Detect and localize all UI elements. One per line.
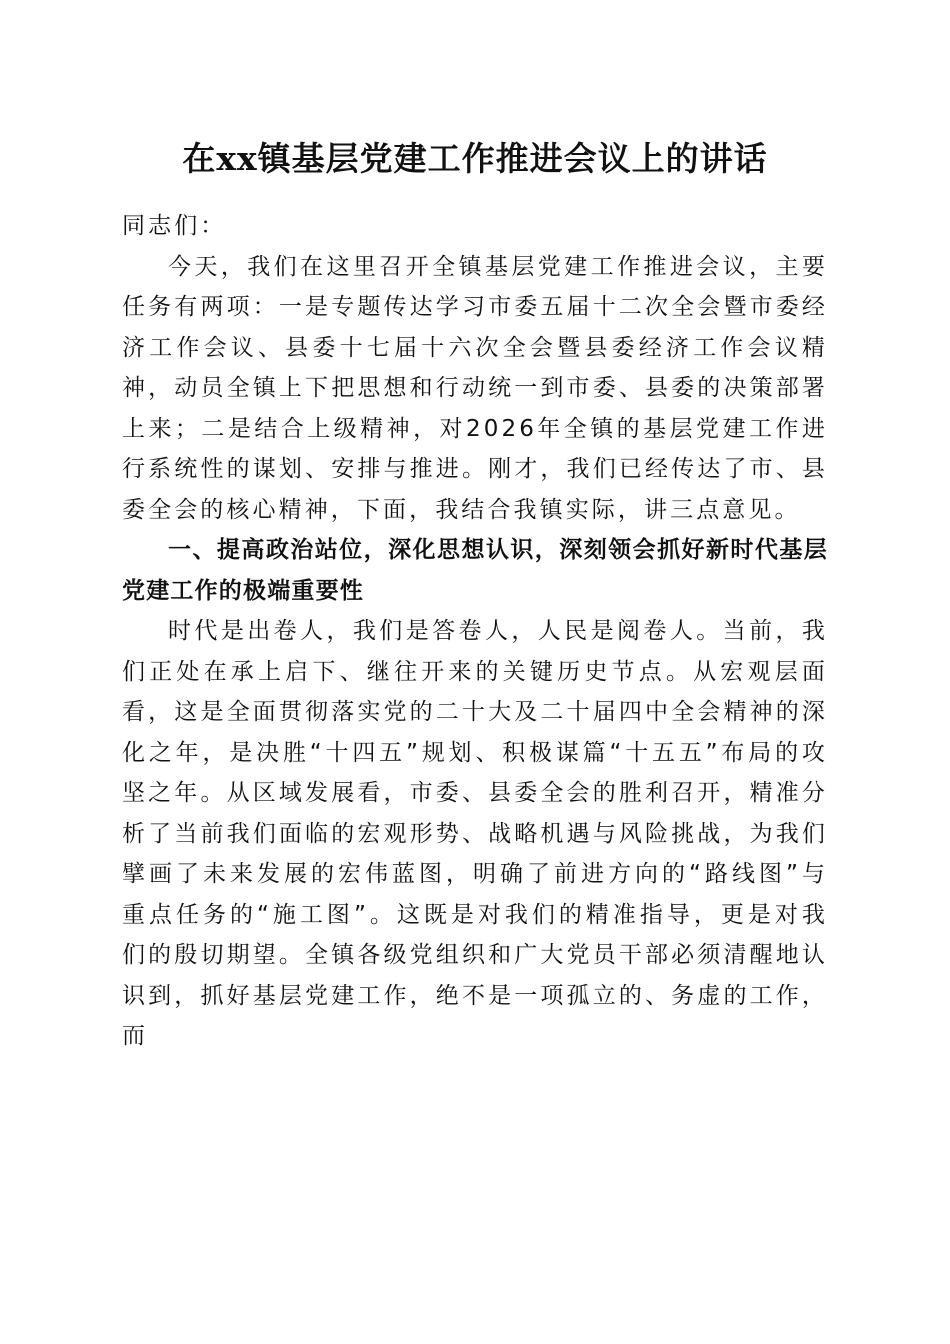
salutation: 同志们：	[122, 213, 227, 239]
section-heading: 一、提高政治站位，深化思想认识，深刻领会抓好新时代基层党建工作的极端重要性	[122, 537, 828, 604]
section-paragraph: 时代是出卷人，我们是答卷人，人民是阅卷人。当前，我们正处在承上启下、继往开来的关键历史节点。从宏观层面看，这是全面贯彻落实党的二十大及二十届四中全会精神的深化之年，是决胜“十四五”规划、积极谋篇“十五五”布局的攻坚之年。从区域发展看，市委、县委全会的胜利召开，精准分析了当前我们面临的宏观形势、战略机遇与风险挑战，为我们擘画了未来发展的宏伟蓝图，明确了前进方向的“路线图”与重点任务的“施工图”。这既是对我们的精准指导，更是对我们的殷切期望。全镇各级党组织和广大党员干部必须清醒地认识到，抓好基层党建工作，绝不是一项孤立的、务虚的工作，而	[122, 618, 828, 1049]
document-title: 在xx镇基层党建工作推进会议上的讲话	[182, 139, 768, 178]
intro-paragraph: 今天，我们在这里召开全镇基层党建工作推进会议，主要任务有两项：一是专题传达学习市委五届十二次全会暨市委经济工作会议、县委十七届十六次全会暨县委经济工作会议精神，动员全镇上下把思想和行动统一到市委、县委的决策部署上来；二是结合上级精神，对2026年全镇的基层党建工作进行系统性的谋划、安排与推进。刚才，我们已经传达了市、县委全会的核心精神，下面，我结合我镇实际，讲三点意见。	[122, 253, 828, 523]
document-body	[122, 206, 828, 1057]
